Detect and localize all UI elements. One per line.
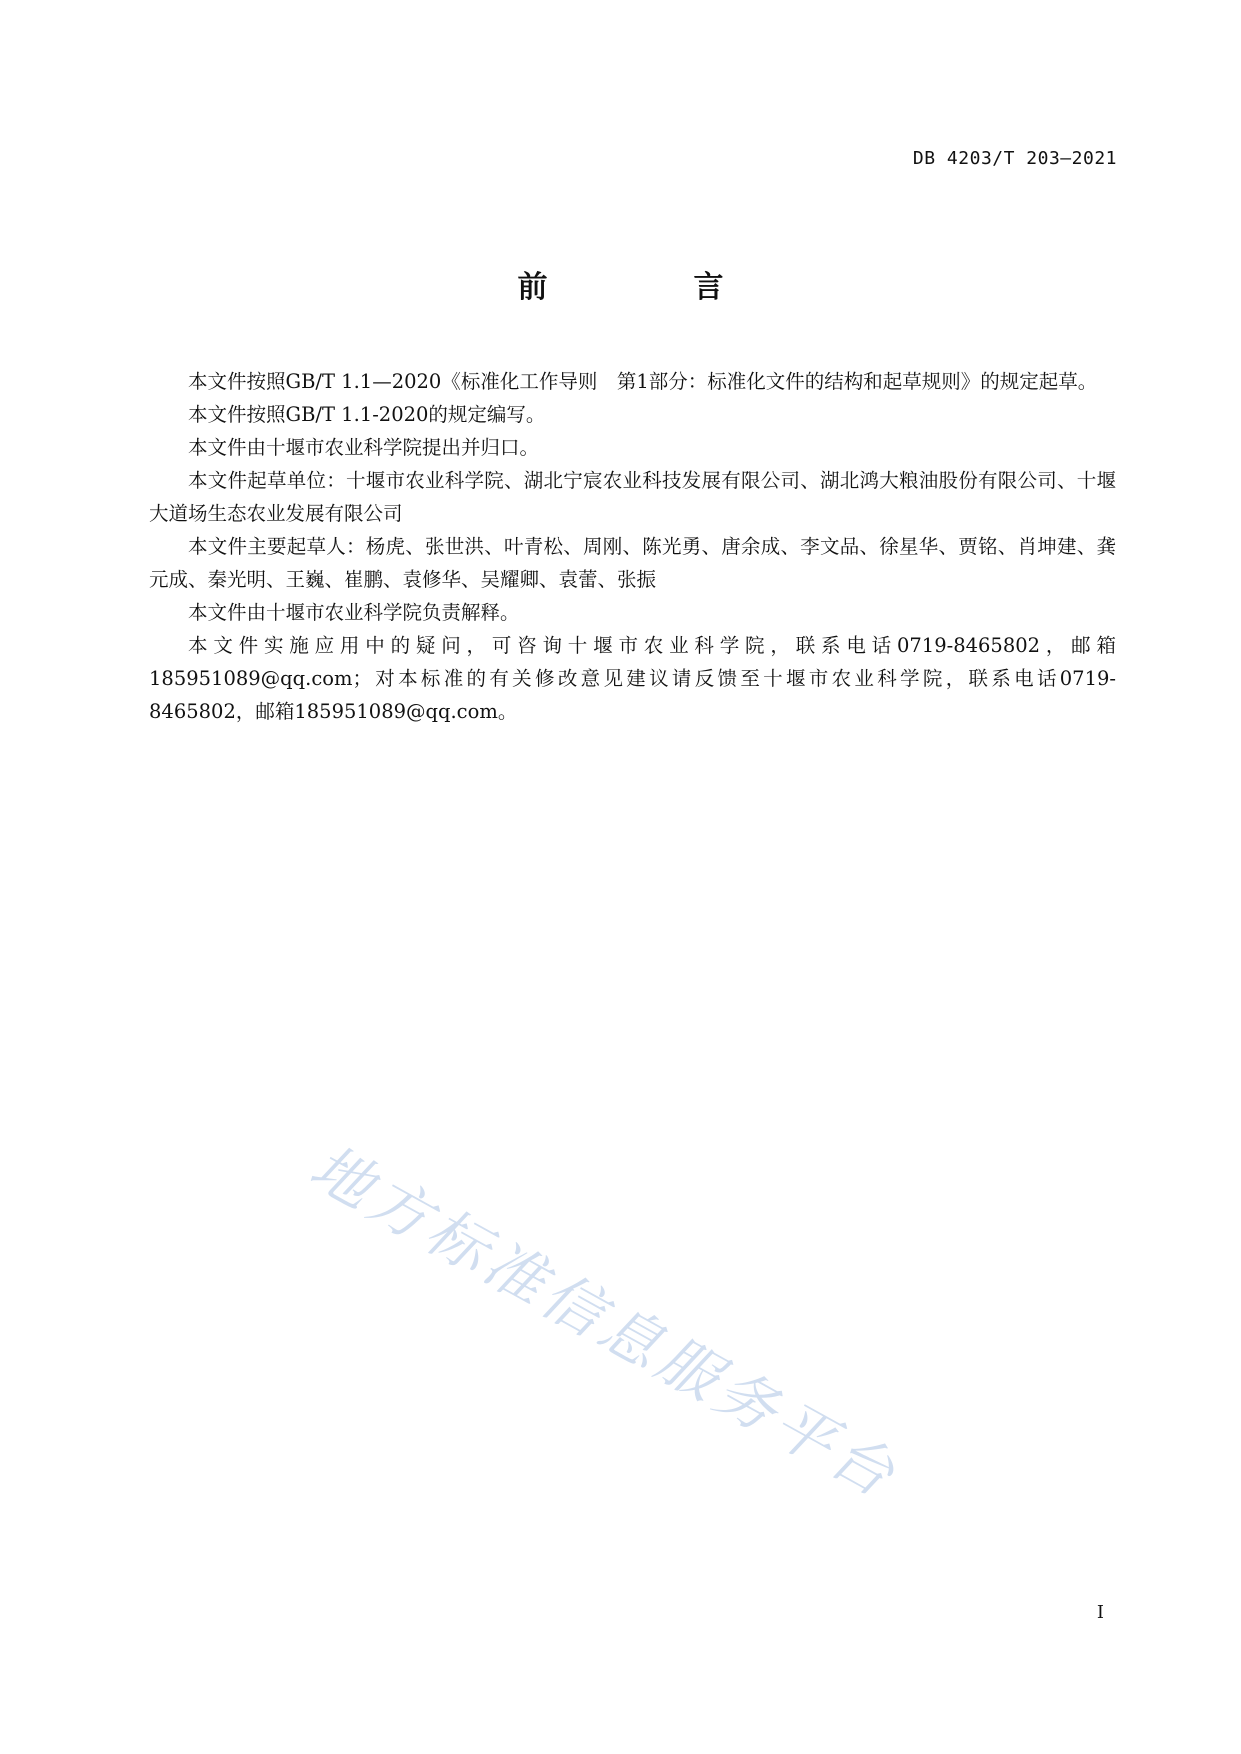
- paragraph-drafters: 本文件主要起草人：杨虎、张世洪、叶青松、周刚、陈光勇、唐余成、李文品、徐星华、贾铭、肖坤建、龚元成、秦光明、王巍、崔鹏、袁修华、吴耀卿、袁蕾、张振: [149, 535, 1116, 591]
- section-title: 前 言: [517, 270, 782, 305]
- paragraph-drafting-units: 本文件起草单位：十堰市农业科学院、湖北宁宸农业科技发展有限公司、湖北鸿大粮油股份有限公司、十堰大道场生态农业发展有限公司: [149, 469, 1116, 525]
- document-code: DB 4203/T 203—2021: [912, 148, 1117, 169]
- page-number: I: [1096, 1602, 1104, 1623]
- paragraph-drafting-rules: 本文件按照GB/T 1.1—2020《标准化工作导则 第1部分：标准化文件的结构和起草规则》的规定起草。: [188, 370, 1098, 393]
- paragraph-proposer: 本文件由十堰市农业科学院提出并归口。: [188, 436, 540, 459]
- paragraph-compilation: 本文件按照GB/T 1.1-2020的规定编写。: [188, 403, 546, 426]
- watermark: 地方标准信息服务平台: [298, 1131, 910, 1513]
- paragraph-contact: 本文件实施应用中的疑问，可咨询十堰市农业科学院，联系电话0719-8465802，邮箱185951089@qq.com；对本标准的有关修改意见建议请反馈至十堰市农业科学院，联系电话0719-8465802，邮箱185951089@qq.com。: [149, 634, 1116, 723]
- foreword-body: [149, 365, 1116, 728]
- paragraph-interpretation: 本文件由十堰市农业科学院负责解释。: [188, 601, 520, 624]
